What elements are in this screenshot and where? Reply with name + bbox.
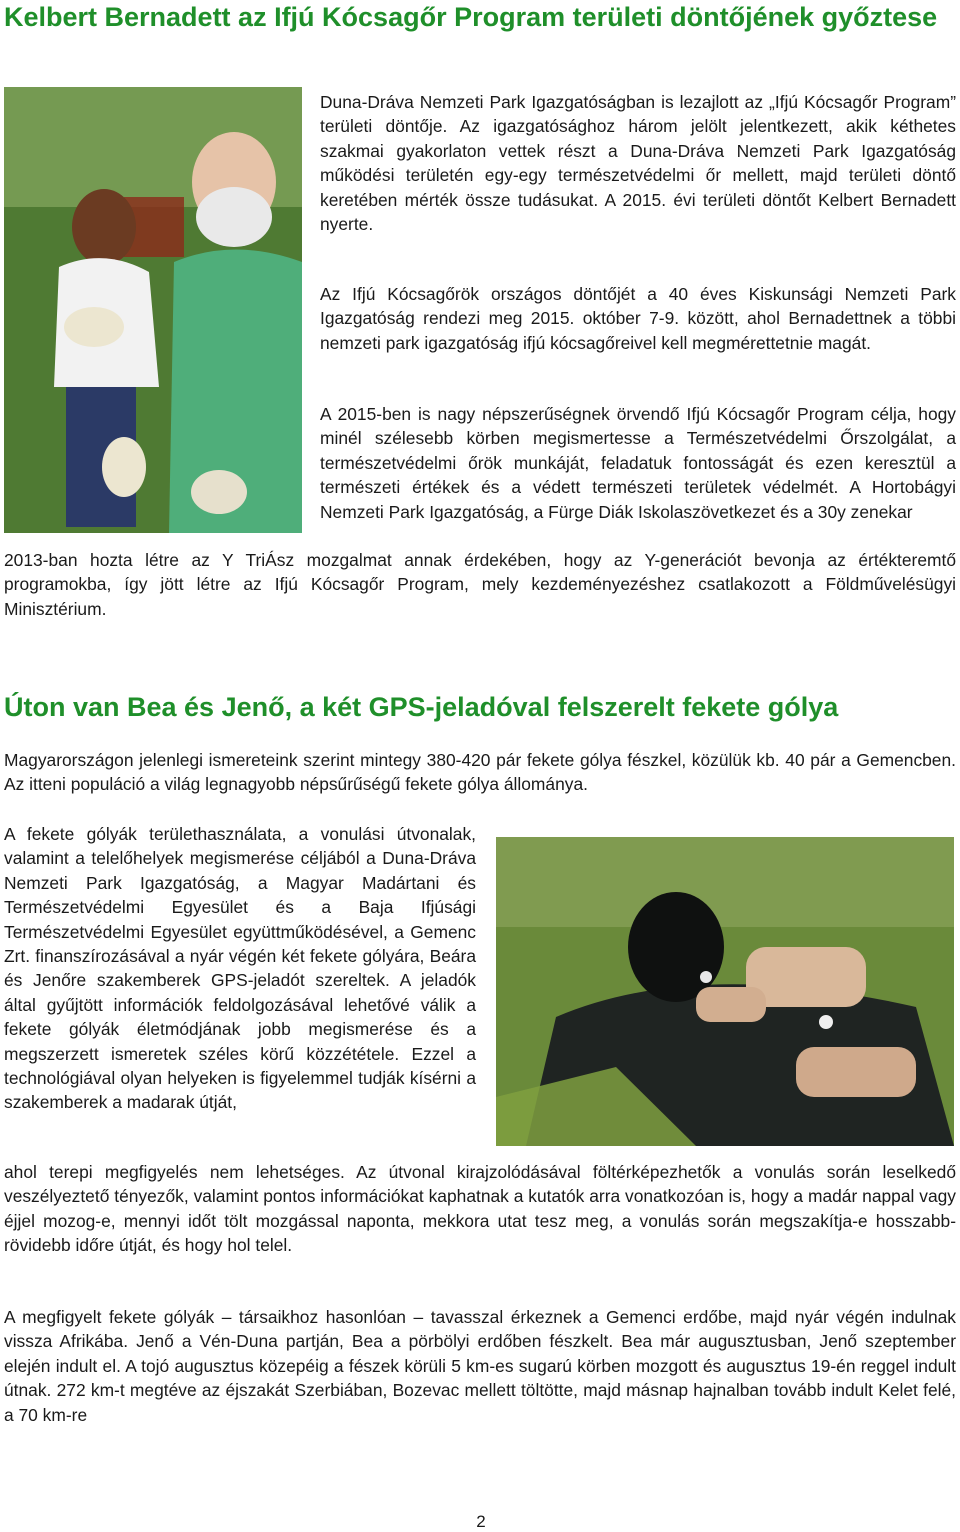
photo-1-illustration	[4, 87, 302, 533]
article-2-paragraph-2-continued: ahol terepi megfigyelés nem lehetséges. Az útvonal kirajzolódásával föltérképezhetők a vonulás során leselkedő veszélyeztető tényezők, valamint pontos információkat kaphatnak a kutatók arra vonatkozóan is, hogy a madár nappal vagy éjjel mozog-e, mennyi időt tölt mozgással naponta, mekkora utat tesz meg, a vonulás során megszakítja-e hosszabb-rövidebb időre útját, és hogy hol telel.	[4, 1162, 956, 1256]
article-2-paragraph-3: A megfigyelt fekete gólyák – társaikhoz hasonlóan – tavasszal érkeznek a Gemenci erdőbe, majd nyár végén indulnak vissza Afrikába. Jenő a Vén-Duna partján, Bea a pörbölyi erdőben fészkelt. Bea már augusztusban, Jenő szeptember elején indult el. A tojó augusztus közepéig a fészek körüli 5 km-es sugarú körben mozgott és augusztus 19-én reggel indult útnak. 272 km-t megtéve az éjszakát Szerbiában, Bozevac mellett töltötte, majd másnap hajnalban tovább indult Kelet felé, a 70 km-re	[4, 1307, 956, 1425]
article-1-title: Kelbert Bernadett az Ifjú Kócsagőr Program területi döntőjének győztese	[4, 2, 938, 32]
article-2-paragraph-1: Magyarországon jelenlegi ismereteink szerint mintegy 380-420 pár fekete gólya fészkel, közülük kb. 40 pár a Gemencben. Az itteni populáció a világ legnagyobb népsűrűségű fekete gólya állománya.	[4, 750, 956, 795]
article-2-paragraph-2: A fekete gólyák területhasználata, a vonulási útvonalak, valamint a telelőhelyek megismerése céljából a Duna-Dráva Nemzeti Park Igazgatóság, a Magyar Madártani és Természetvédelmi Egyesület és a Baja Ifjúsági Természetvédelmi Egyesület együttműködésével, a Gemenc Zrt. finanszírozásával a nyár végén két fekete gólyára, Beára és Jenőre szakemberek GPS-jeladót szereltek. A jeladók által gyűjtött információk feldolgozásával lehetővé válik a fekete gólyák életmódjának jobb megismerése és a megszerzett ismeretek széles körű közzététele. Ezzel a technológiával olyan helyeken is figyelemmel tudják kísérni a szakemberek a madarak útját,	[4, 824, 476, 1113]
photo-stork-gps-tagging	[496, 837, 954, 1146]
article-1-paragraph-2: Az Ifjú Kócsagőrök országos döntőjét a 40 éves Kiskunsági Nemzeti Park Igazgatóság rendezi meg 2015. október 7-9. között, ahol Bernadettnek a többi nemzeti park igazgatóság ifjú kócsagőreivel kell megmérettetnie magát.	[320, 284, 956, 353]
article-1-paragraph-1: Duna-Dráva Nemzeti Park Igazgatóságban is lezajlott az „Ifjú Kócsagőr Program” területi döntője. Az igazgatósághoz három jelölt jelentkezett, akik kéthetes szakmai gyakorlaton vettek részt a Duna-Dráva Nemzeti Park Igazgatóság működési területén egy-egy természetvédelmi őr mellett, majd területi döntő keretében mérték össze tudásukat. A 2015. évi területi döntőt Kelbert Bernadett nyerte.	[320, 92, 956, 235]
photo-2-illustration	[496, 837, 954, 1146]
article-1-paragraph-3-continued: 2013-ban hozta létre az Y TriÁsz mozgalmat annak érdekében, hogy az Y-generációt bevonja az értékteremtő programokba, így jött létre az Ifjú Kócsagőr Program, mely kezdeményezéshez csatlakozott a Földművelésügyi Minisztérium.	[4, 550, 956, 619]
photo-young-ranger-with-warden	[4, 87, 302, 533]
article-1-paragraph-3: A 2015-ben is nagy népszerűségnek örvendő Ifjú Kócsagőr Program célja, hogy minél szélesebb körben megismertesse a Természetvédelmi Őrszolgálat, a természetvédelmi őrök munkáját, feladatuk fontosságát és ezen keresztül a természeti értékek és a védett természeti területek védelmét. A Hortobágyi Nemzeti Park Igazgatóság, a Fürge Diák Iskolaszövetkezet és a 30y zenekar	[320, 404, 956, 522]
article-2-title: Úton van Bea és Jenő, a két GPS-jeladóval felszerelt fekete gólya	[4, 692, 839, 722]
page-number: 2	[476, 1512, 486, 1531]
